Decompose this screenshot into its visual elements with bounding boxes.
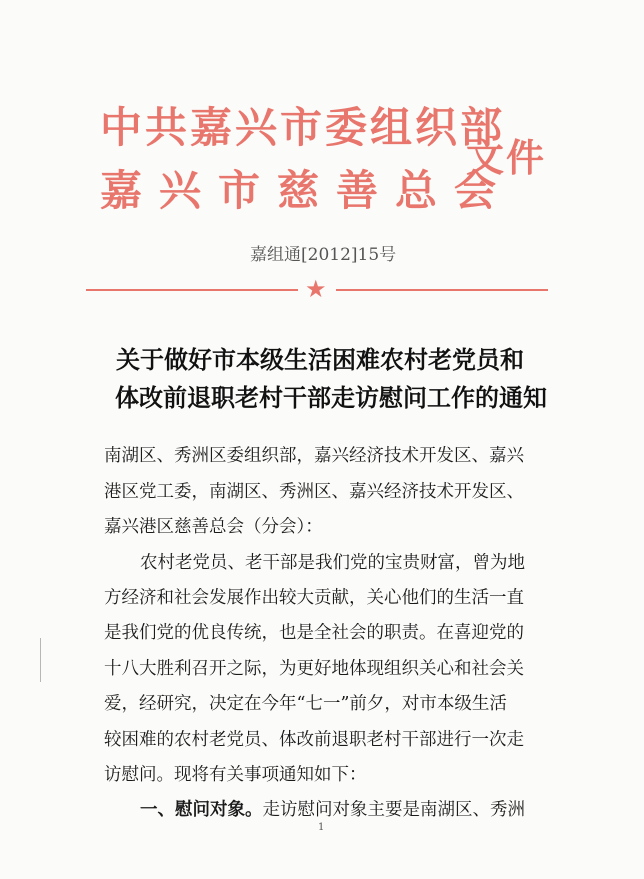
body-line: 访慰问。现将有关事项通知如下： <box>104 765 367 785</box>
notice-title-line-2: 体改前退职老村干部走访慰问工作的通知 <box>115 383 547 412</box>
section-1-text: 走访慰问对象主要是南湖区、秀洲 <box>262 800 525 820</box>
header-divider-left <box>86 289 298 291</box>
body-line: 嘉兴港区慈善总会（分会）： <box>104 517 323 537</box>
body-line: 南湖区、秀洲区委组织部，嘉兴经济技术开发区、嘉兴 <box>104 446 524 466</box>
star-icon: ★ <box>305 275 327 303</box>
body-line: 十八大胜利召开之际，为更好地体现组织关心和社会关 <box>104 659 524 679</box>
body-line: 方经济和社会发展作出较大贡献，关心他们的生活一直 <box>104 588 524 608</box>
body-line: 较困难的农村老党员、体改前退职老村干部进行一次走 <box>104 730 524 750</box>
document-number: 嘉组通[2012]15号 <box>250 245 397 265</box>
document-type-label: 文件 <box>466 136 547 180</box>
notice-title-line-1: 关于做好市本级生活困难农村老党员和 <box>116 345 524 374</box>
body-line: 是我们党的优良传统，也是全社会的职责。在喜迎党的 <box>104 623 524 643</box>
section-1-heading: 一、慰问对象。 <box>140 800 263 820</box>
scan-artifact-mark <box>40 638 43 682</box>
section-1-line <box>140 797 525 823</box>
body-line: 港区党工委，南湖区、秀洲区、嘉兴经济技术开发区、 <box>104 482 524 502</box>
header-divider-right <box>336 289 548 291</box>
page-number: 1 <box>318 822 325 833</box>
issuing-org-line-2: 嘉兴市慈善总会 <box>100 166 514 215</box>
body-line: 爱，经研究，决定在今年“七一”前夕，对市本级生活 <box>104 694 507 714</box>
body-line: 农村老党员、老干部是我们党的宝贵财富，曾为地 <box>140 553 525 573</box>
issuing-org-line-1: 中共嘉兴市委组织部 <box>100 103 506 152</box>
